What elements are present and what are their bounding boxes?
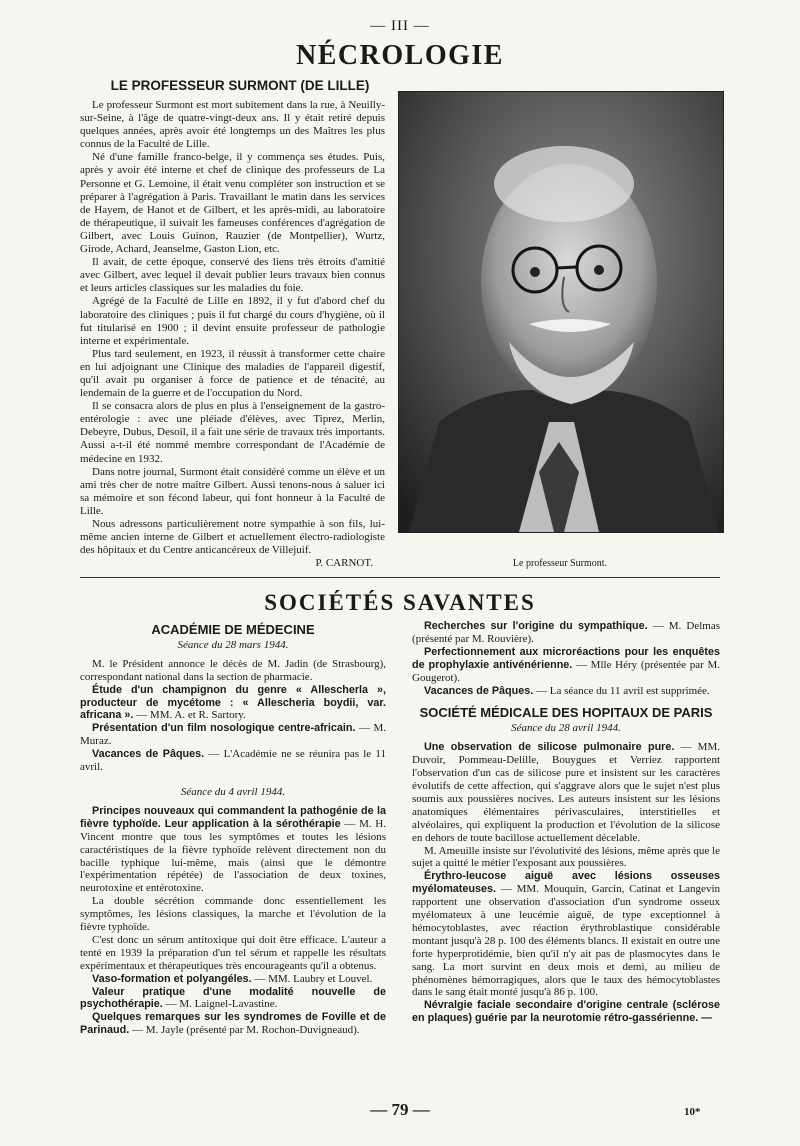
- obituary-paragraph: Il avait, de cette époque, conservé des liens très étroits d'amitié avec Gilbert, avec lequel il devait publier leurs travaux bien connus et leurs articles classiques sur les maladies du foie.: [80, 256, 385, 295]
- paragraph: La double sécrétion commande donc essentiellement les symptômes, les lésions classiques, la marche et l'évolution de la fièvre typhoïde.: [80, 895, 386, 934]
- entry: [412, 646, 720, 685]
- obituary-paragraph: Plus tard seulement, en 1923, il réussit à transformer cette chaire en lui adjoignant une Clinique des maladies de l'appareil digestif, qu'il avait pu organiser à force de patience et de ténacité, au lendemain de la guerre et de l'occupation du Nord.: [80, 347, 385, 400]
- entry-title: Érythro-leucose aiguë avec lésions osseuses myélomateuses.: [412, 870, 720, 896]
- entry-title: Principes nouveaux qui commandent la pathogénie de la fièvre typhoïde. Leur application à la sérothérapie: [80, 804, 386, 830]
- entry-title: Une observation de silicose pulmonaire pure.: [424, 741, 675, 754]
- running-head: — III —: [370, 18, 430, 34]
- session-date: Séance du 28 avril 1944.: [511, 722, 621, 735]
- page-title: NÉCROLOGIE: [296, 40, 504, 71]
- paragraph: M. Ameuille insiste sur l'évolutivité des lésions, même après que le sujet a quitté le métier l'exposant aux poussières.: [412, 844, 720, 870]
- entry-title: Recherches sur l'origine du sympathique.: [424, 620, 648, 632]
- entry-title: Vacances de Pâques.: [424, 684, 534, 697]
- obituary-paragraph: Dans notre journal, Surmont était considéré comme un élève et un ami très cher de notre maître Gilbert. Aussi tenons-nous à saluer ici sa mémoire et son fécond labeur, qui font honneur à la Faculté de Lille.: [80, 465, 385, 517]
- page-number: — 79 —: [370, 1100, 430, 1119]
- academie-heading: ACADÉMIE DE MÉDECINE: [151, 622, 315, 637]
- entry: [80, 973, 386, 986]
- entry-authors: — Mlle Héry (présentée par M. Gougerot).: [412, 658, 720, 684]
- entry-title: Névralgie faciale secondaire d'origine centrale (sclérose en plaques) guérie par la neurotomie rétro-gassérienne. —: [412, 999, 720, 1025]
- entry-text: — L'Académie ne se réunira pas le 11 avril.: [80, 748, 386, 774]
- entry-text: — La séance du 11 avril est supprimée.: [533, 684, 710, 697]
- section-title: SOCIÉTÉS SAVANTES: [264, 590, 536, 615]
- obituary-paragraph: Agrégé de la Faculté de Lille en 1892, il y fut d'abord chef du laboratoire des cliniques ; puis il fut chargé du cours d'hygiène, où il fut titularisé en 1900 ; il devint ensuite professeur de pathologie interne et expérimentale.: [80, 295, 385, 347]
- entry: [80, 684, 386, 723]
- smh-heading: SOCIÉTÉ MÉDICALE DES HOPITAUX DE PARIS: [419, 705, 713, 721]
- obituary-paragraph: Le professeur Surmont est mort subitement dans la rue, à Neuilly-sur-Seine, à l'âge de quatre-vingt-deux ans. Il y était retiré depuis quelques années, après avoir été longtemps un des Maîtres les plus connus de la Faculté de Lille.: [80, 99, 385, 151]
- session-date: Séance du 4 avril 1944.: [180, 785, 286, 798]
- entry: [412, 741, 720, 844]
- entry: [80, 1011, 386, 1037]
- obituary-paragraph: Il se consacra alors de plus en plus à l'enseignement de la gastro-entérologie : avec une pléiade d'élèves, avec Tiprez, Merlin, Debeyre, Dubus, Desoil, il a fait une série de travaux très importants. Aussi a-t-il été nommé membre correspondant de l'Académie de médecine en 1932.: [80, 400, 385, 465]
- photo-caption: Le professeur Surmont.: [512, 558, 608, 569]
- portrait-illustration: [399, 92, 723, 532]
- section-divider: [80, 577, 720, 578]
- entry-title: Vacances de Pâques.: [92, 748, 205, 761]
- obituary-paragraph: Né d'une famille franco-belge, il y commença ses études. Puis, après y avoir été interne et chef de clinique des professeurs de La Personne et G. Lemoine, il était venu compléter son instruction et se préparer à l'agrégation à Paris. Travaillant le matin dans les services de Hayem, de Hanot et de Gilbert, et les après-midi, au laboratoire de thérapeutique, il suivait les fameuses conférences d'agrégation de Gilbert, avec Louis Guinon, Rauzier (de Montpellier), Wurtz, Girode, Achard, Jeanselme, Gaston Lion, etc.: [80, 151, 385, 256]
- entry: [80, 722, 386, 748]
- obituary-subtitle: LE PROFESSEUR SURMONT (DE LILLE): [110, 78, 370, 93]
- portrait-photo: [398, 91, 724, 533]
- entry-authors: — M. Jayle (présenté par M. Rochon-Duvigneaud).: [129, 1024, 360, 1037]
- entry: [412, 870, 720, 999]
- left-column: [80, 620, 386, 1037]
- entry: [412, 999, 720, 1025]
- entry: [412, 620, 720, 646]
- entry-authors: — MM. Laubry et Louvel.: [251, 972, 373, 985]
- right-column: [412, 620, 720, 1025]
- entry-title: Perfectionnement aux microréactions pour les enquêtes de prophylaxie antivénérienne.: [412, 645, 720, 671]
- entry-authors: — M. Muraz.: [80, 722, 387, 748]
- entry-text: — MM. Mouquin, Garcin, Catinat et Langevin rapportent une observation d'association d'un syndrome osseux myélomateux à une leucémie aiguë, de type exceptionnel à hémocytoblastes, avec réaction érythroblastique considérable montant jusqu'à 28 p. 100 des éléments blancs. Il existait en outre une forte hyperprotidémie, bien qu'il n'y ait pas de plasmocytes dans le sang. La mort survint en deux mois et demi, au milieu de phénomènes hémorragiques, alors que le taux des hémocytoblastes dans le sang était monté jusqu'à 86 p. 100.: [412, 883, 720, 999]
- entry-title: Vaso-formation et polyangéles.: [92, 972, 252, 985]
- entry-title: Quelques remarques sur les syndromes de Foville et de Parinaud.: [80, 1011, 386, 1037]
- obituary-paragraph: Nous adressons particulièrement notre sympathie à son fils, lui-même ancien interne de Gilbert et actuellement électro-radiologiste des hôpitaux et du Centre anticancéreux de Villejuif.: [80, 518, 385, 557]
- paragraph: C'est donc un sérum antitoxique qui doit être efficace. L'auteur a tenté en 1939 la préparation d'un tel sérum et rappelle les résultats expérimentaux et thérapeutiques très encourageants qu'il a obtenus.: [80, 933, 386, 972]
- entry: [80, 748, 386, 774]
- session-date: Séance du 28 mars 1944.: [177, 638, 289, 651]
- entry-title: Présentation d'un film nosologique centre-africain.: [92, 722, 356, 735]
- obituary-text: [80, 99, 385, 570]
- entry: [412, 685, 720, 698]
- entry-text: — M. H. Vincent montre que tous les symptômes et toutes les lésions caractéristiques de la fièvre typhoïde relèvent directement non du bacille typhique lui-même, mais (ainsi que le démontre l'expérimentation répétée) de l'association de deux toxines, neurotoxine et entérotoxine.: [80, 817, 387, 895]
- entry-title: Valeur pratique d'une modalité nouvelle de psychothérapie.: [80, 985, 386, 1011]
- paragraph: M. le Président annonce le décès de M. Jadin (de Strasbourg), correspondant national dans la section de pharmacie.: [80, 657, 386, 683]
- entry-authors: — M. Laignel-Lavastine.: [162, 998, 278, 1011]
- entry: [80, 805, 386, 895]
- entry-title: Étude d'un champignon du genre « Allescherla », producteur de mycétome : « Allescheria boydii, var. africana ».: [80, 683, 386, 722]
- obituary-signature: P. CARNOT.: [315, 557, 373, 570]
- entry-text: — MM. Duvoir, Pommeau-Delille, Bouygues et Verriez rapportent l'observation d'un cas de silicose pure et insistent sur les caractères évolutifs de cette affection, qui s'aggrave alors que le sujet n'est plus soumis aux poussières nocives. Les auteurs insistent sur les lésions anatomiques élémentaires périvasculaires, interstitielles et alvéolaires, qui expliquent la production et l'évolution de la silicose en dehors de toute bacillose actuellement décelable.: [412, 741, 720, 844]
- signature-mark: 10*: [684, 1106, 701, 1118]
- entry-authors: — M. Delmas (présenté par M. Rouvière).: [412, 620, 720, 645]
- entry-authors: — MM. A. et R. Sartory.: [133, 709, 246, 722]
- entry: [80, 986, 386, 1012]
